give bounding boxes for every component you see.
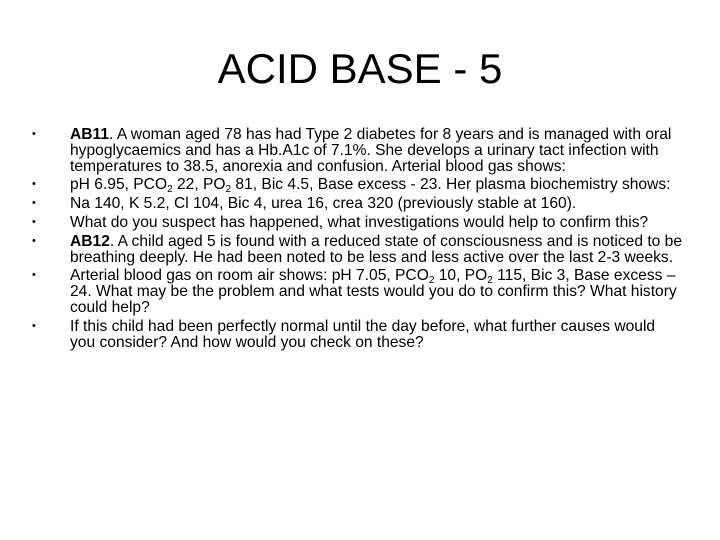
list-item (24, 234, 684, 266)
bullet-text: pH 6.95, $PCO_2$ 22, $PO_2$ 81, Bic 4.5, Base excess - 23. Her plasma biochemistry shows: (70, 176, 671, 196)
list-item (24, 215, 684, 231)
list-item (24, 176, 684, 196)
bullet-icon: • (32, 234, 36, 247)
slide-title: ACID BASE - 5 (217, 45, 503, 92)
bullet-icon: • (32, 197, 36, 210)
list-item (24, 196, 684, 212)
bullet-text: Arterial blood gas on room air shows: pH 7.05, $PCO_2$ 10, $PO_2$ 115, Bic 3, Base excess – 24. What may be the problem and what tests would you do to confirm this? What history could help? (70, 267, 677, 316)
list-item (24, 268, 684, 315)
bullet-icon: • (32, 128, 36, 140)
bullet-text: Na 140, K 5.2, Cl 104, Bic 4, urea 16, crea 320 (previously stable at 160). (70, 195, 577, 213)
bullet-icon: • (32, 215, 36, 228)
list-item (24, 127, 684, 174)
bullet-icon: • (32, 319, 36, 332)
case-label: AB12 (70, 232, 110, 250)
bullet-text: AB11. A woman aged 78 has had Type 2 diabetes for 8 years and is managed with oral hypoglycaemics and has a Hb.A1c of 7.1%. She develops a urinary tact infection with temperatures to 38.5, anorexia and confusion. Arterial blood gas shows: (70, 126, 672, 175)
bullet-icon: • (32, 178, 36, 191)
list-item (24, 319, 684, 351)
bullet-text: AB12. A child aged 5 is found with a reduced state of consciousness and is noticed to be breathing deeply. He had been noted to be less and less active over the last 2-3 weeks. (70, 232, 683, 266)
case-label: AB11 (70, 126, 110, 143)
bullet-icon: • (32, 269, 36, 282)
bullet-text: If this child had been perfectly normal until the day before, what further causes would you consider? And how would you check on these? (70, 317, 656, 351)
bullet-list (24, 127, 684, 353)
bullet-text: What do you suspect has happened, what investigations would help to confirm this? (70, 213, 649, 231)
